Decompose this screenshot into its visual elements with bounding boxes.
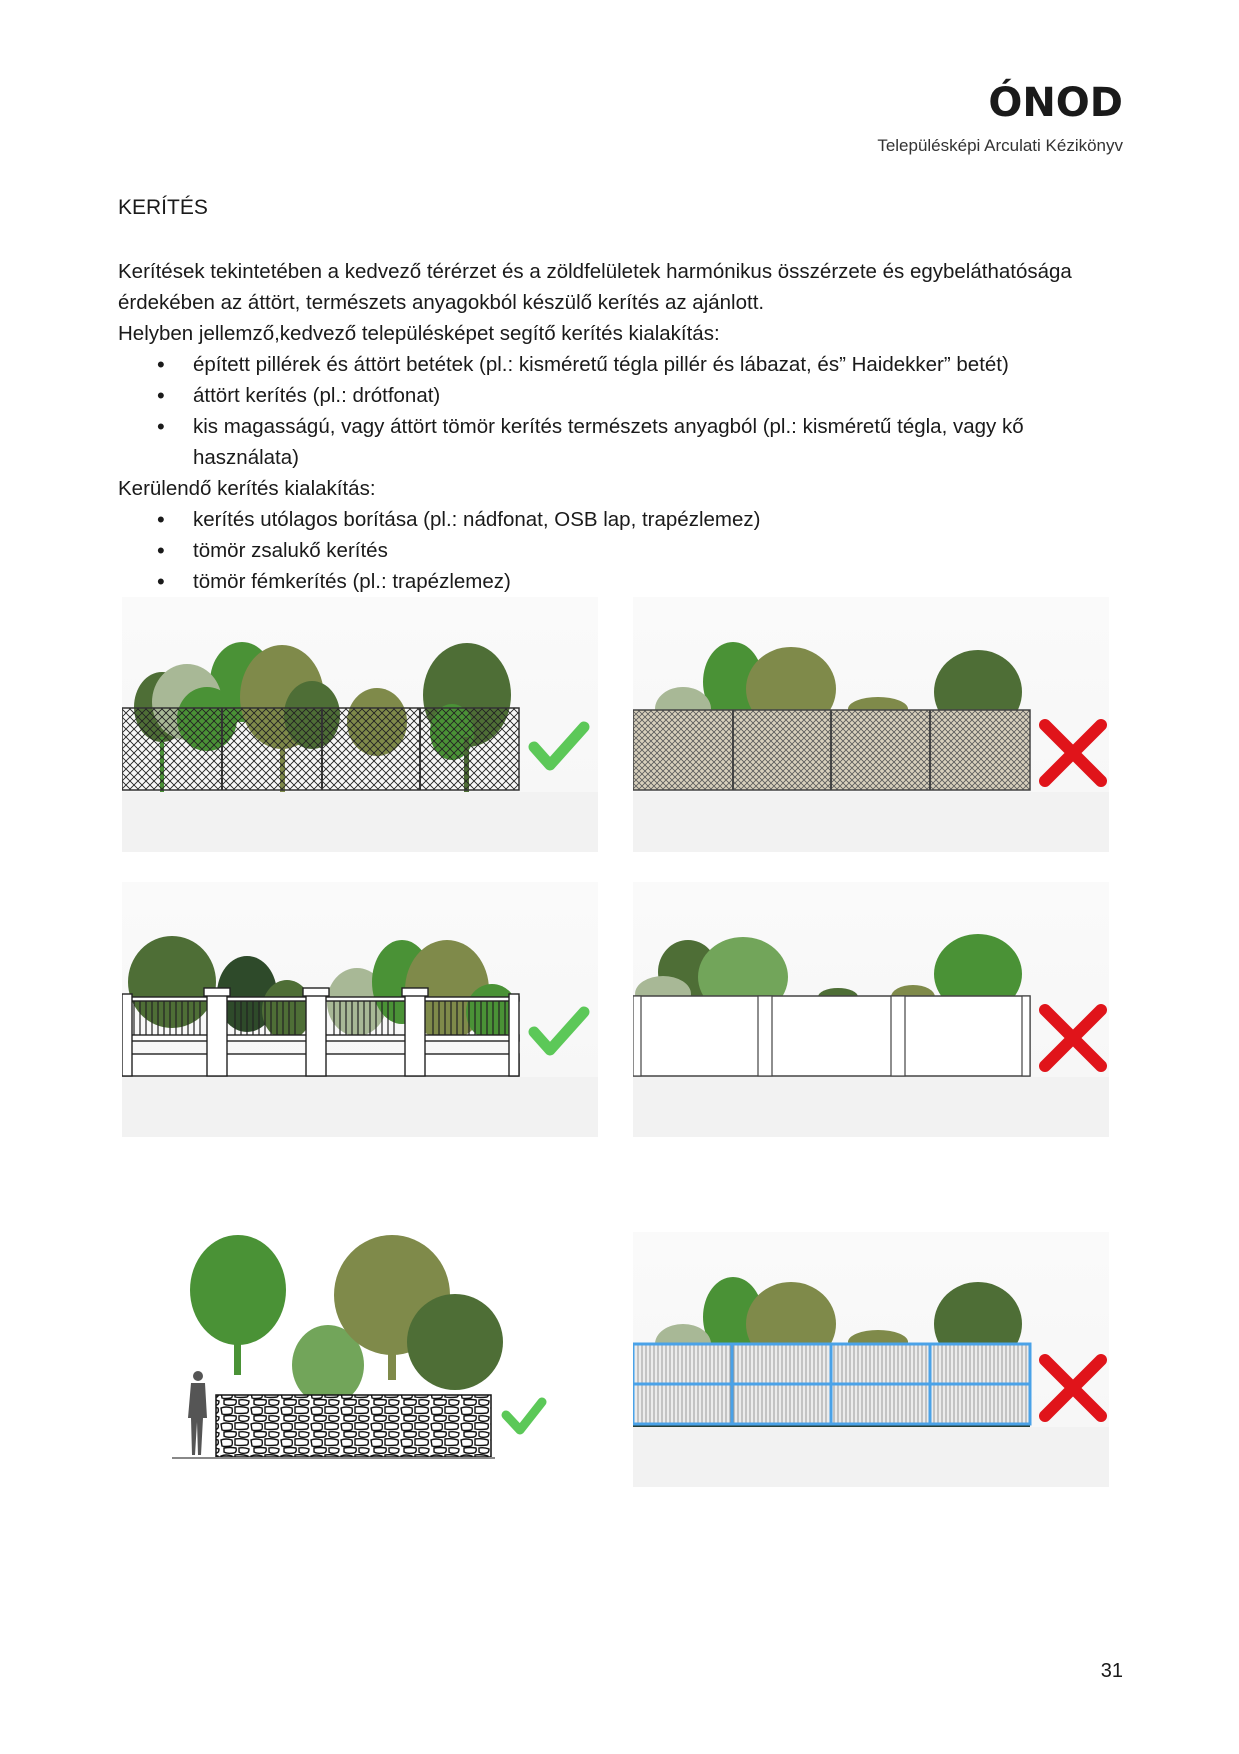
body-text [118, 256, 1128, 597]
list-item: • épített pillérek és áttört betétek (pl.: kisméretű tégla pillér és lábazat, és” Haidekker” betét) [193, 349, 1128, 380]
avoid-list [118, 504, 1128, 597]
figure-metal-sheet-fence [633, 1232, 1109, 1487]
figure-covered-mesh-fence [633, 597, 1109, 852]
cross-icon [1045, 1360, 1101, 1416]
avoid-label: Kerülendő kerítés kialakítás: [118, 477, 376, 500]
figure-low-stone-wall [160, 1230, 580, 1465]
section-heading: KERÍTÉS [118, 196, 208, 219]
check-icon [534, 1012, 584, 1050]
page-subtitle: Településképi Arculati Kézikönyv [877, 136, 1123, 155]
figure-wire-mesh-fence [122, 597, 598, 852]
page-title: ÓNOD [988, 80, 1123, 126]
recommended-label: Helyben jellemző,kedvező településképet segítő kerítés kialakítás: [118, 322, 720, 345]
check-icon [534, 727, 584, 765]
cross-icon [1045, 725, 1101, 781]
list-item: • kis magasságú, vagy áttört tömör kerítés természets anyagból (pl.: kisméretű tégla, vagy kő használata) [193, 411, 1128, 473]
list-item: • kerítés utólagos borítása (pl.: nádfonat, OSB lap, trapézlemez) [193, 504, 1128, 535]
human-figure [188, 1371, 207, 1455]
figure-pillar-railing-fence [122, 882, 598, 1137]
list-item: • tömör zsalukő kerítés [193, 535, 1128, 566]
figure-solid-block-fence [633, 882, 1109, 1137]
page-number: 31 [1100, 1660, 1123, 1682]
list-item: • tömör fémkerítés (pl.: trapézlemez) [193, 566, 1128, 597]
cross-icon [1045, 1010, 1101, 1066]
check-icon [506, 1402, 542, 1430]
list-item: • áttört kerítés (pl.: drótfonat) [193, 380, 1128, 411]
recommended-list [118, 349, 1128, 473]
intro-paragraph: Kerítések tekintetében a kedvező térérzet és a zöldfelületek harmónikus összérzete és egybeláthatósága érdekében az áttört, természets anyagokból készülő kerítés az ajánlott. [118, 260, 1072, 314]
